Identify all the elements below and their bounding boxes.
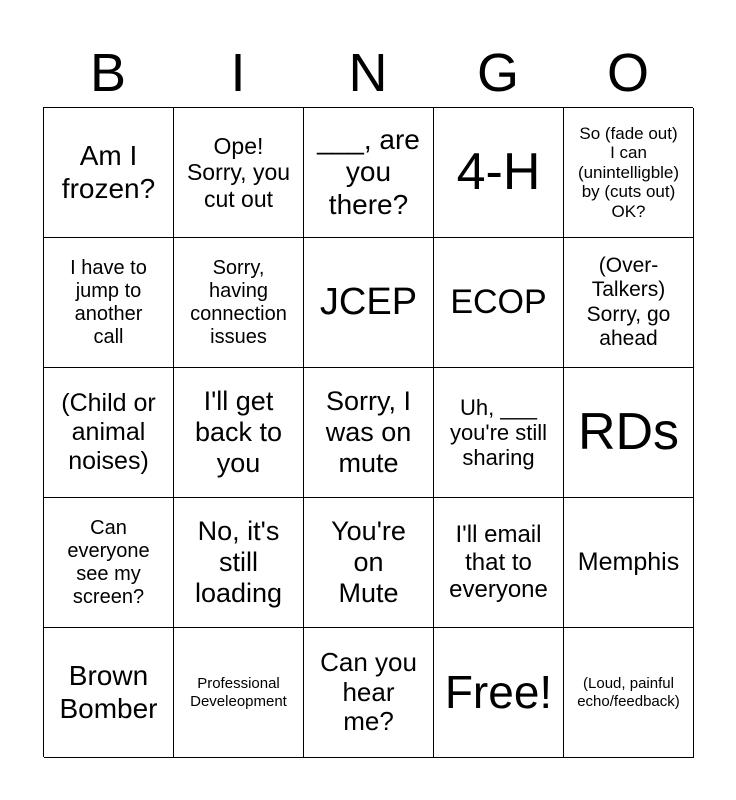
header-letter-g: G [476,43,519,103]
cell-text: Uh, ___ you're still sharing [449,394,548,471]
cell-text: Memphis [577,548,680,577]
header-letter-i: I [230,43,246,103]
bingo-cell[interactable] [304,628,434,758]
bingo-cell[interactable] [174,498,304,628]
bingo-cell[interactable] [564,108,694,238]
cell-text: Can everyone see my screen? [67,516,150,608]
header-letter-b: B [89,43,127,103]
cell-text: Sorry, having connection issues [190,256,287,348]
bingo-cell[interactable] [304,368,434,498]
cell-text: ___, are you there? [317,124,420,220]
cell-text: RDs [577,402,680,461]
bingo-cell[interactable] [434,368,564,498]
cell-text: Professional Develeopment [190,675,287,710]
cell-text: Brown Bomber [59,660,158,724]
cell-text: (Child or animal noises) [61,389,156,475]
cell-text: 4-H [456,142,541,201]
bingo-cell[interactable] [434,238,564,368]
bingo-cell[interactable] [44,108,174,238]
cell-text: (Loud, painful echo/feedback) [577,675,680,710]
bingo-cell[interactable] [434,628,564,758]
bingo-cell[interactable] [174,368,304,498]
bingo-cell[interactable] [304,498,434,628]
cell-text: You're on Mute [331,515,406,609]
header-letter-n: N [348,43,388,103]
cell-text: JCEP [319,280,418,323]
bingo-header [43,38,693,108]
bingo-cell[interactable] [564,368,694,498]
cell-text: Free! [444,666,553,719]
bingo-cell[interactable] [434,498,564,628]
header-letter-o: O [606,43,649,103]
cell-text: I have to jump to another call [70,256,147,348]
bingo-cell[interactable] [44,498,174,628]
cell-text: So (fade out) I can (unintelligble) by (cuts out) OK? [577,123,680,221]
cell-text: (Over- Talkers) Sorry, go ahead [586,254,671,350]
cell-text: ECOP [450,282,547,321]
bingo-cell[interactable] [44,368,174,498]
bingo-cell[interactable] [304,238,434,368]
bingo-cell[interactable] [564,498,694,628]
bingo-cell[interactable] [44,628,174,758]
bingo-cell[interactable] [174,238,304,368]
bingo-cell[interactable] [304,108,434,238]
cell-text: Am I frozen? [61,140,156,204]
cell-text: Can you hear me? [320,646,417,737]
bingo-cell[interactable] [174,108,304,238]
cell-text: Ope! Sorry, you cut out [186,132,291,212]
cell-text: I'll get back to you [194,385,283,479]
bingo-cell[interactable] [44,238,174,368]
bingo-cell[interactable] [564,238,694,368]
bingo-cell[interactable] [564,628,694,758]
cell-text: I'll email that to everyone [449,521,548,604]
cell-text: No, it's still loading [194,515,283,609]
bingo-cell[interactable] [434,108,564,238]
cell-text: Sorry, I was on mute [325,385,412,479]
bingo-board [43,107,693,757]
bingo-cell[interactable] [174,628,304,758]
